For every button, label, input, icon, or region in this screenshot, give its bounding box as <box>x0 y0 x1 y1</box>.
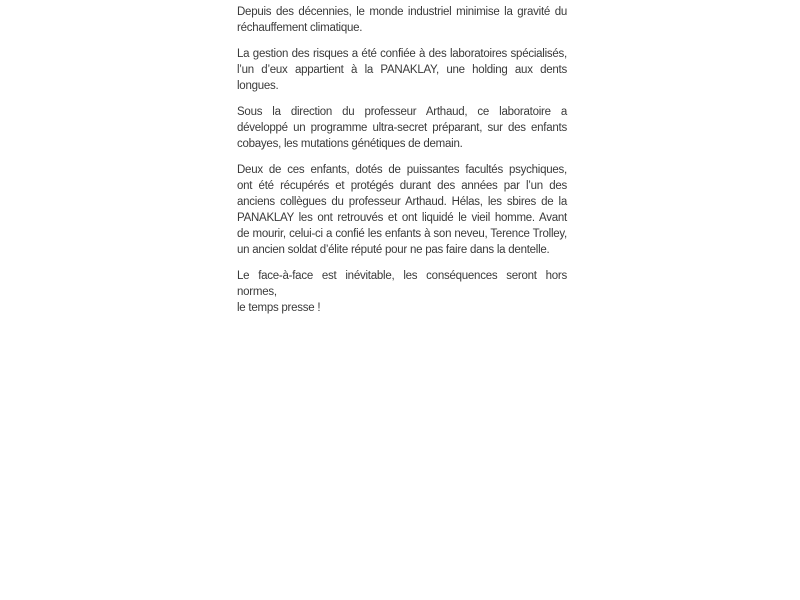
text-line: développé un programme ultra-secret préparant, sur des enfants <box>237 122 567 134</box>
text-line: un ancien soldat d’élite réputé pour ne pas faire dans la dentelle. <box>237 244 550 256</box>
paragraph-laboratoire <box>237 104 567 152</box>
text-line: Deux de ces enfants, dotés de puissantes facultés psychiques, <box>237 164 567 176</box>
text-line: l’un d’eux appartient à la PANAKLAY, une holding aux dents <box>237 64 567 76</box>
text-line: Sous la direction du professeur Arthaud, ce laboratoire a <box>237 106 567 118</box>
text-line: longues. <box>237 80 279 92</box>
text-line: PANAKLAY les ont retrouvés et ont liquidé le vieil homme. Avant <box>237 212 567 224</box>
text-line: La gestion des risques a été confiée à des laboratoires spécialisés, <box>237 48 567 60</box>
text-line: le temps presse ! <box>237 302 321 314</box>
paragraph-conclusion <box>237 268 567 316</box>
text-line: cobayes, les mutations génétiques de demain. <box>237 138 463 150</box>
paragraph-enfants <box>237 162 567 258</box>
text-line: de mourir, celui-ci a confié les enfants à son neveu, Terence Trolley, <box>237 228 567 240</box>
text-line: ont été récupérés et protégés durant des années par l’un des <box>237 180 567 192</box>
synopsis-text <box>237 4 567 326</box>
text-line: réchauffement climatique. <box>237 22 363 34</box>
paragraph-intro <box>237 4 567 36</box>
text-line: Le face-à-face est inévitable, les conséquences seront hors normes, <box>237 270 567 298</box>
text-line: anciens collègues du professeur Arthaud. Hélas, les sbires de la <box>237 196 567 208</box>
paragraph-panaklay <box>237 46 567 94</box>
text-line: Depuis des décennies, le monde industriel minimise la gravité du <box>237 6 567 18</box>
